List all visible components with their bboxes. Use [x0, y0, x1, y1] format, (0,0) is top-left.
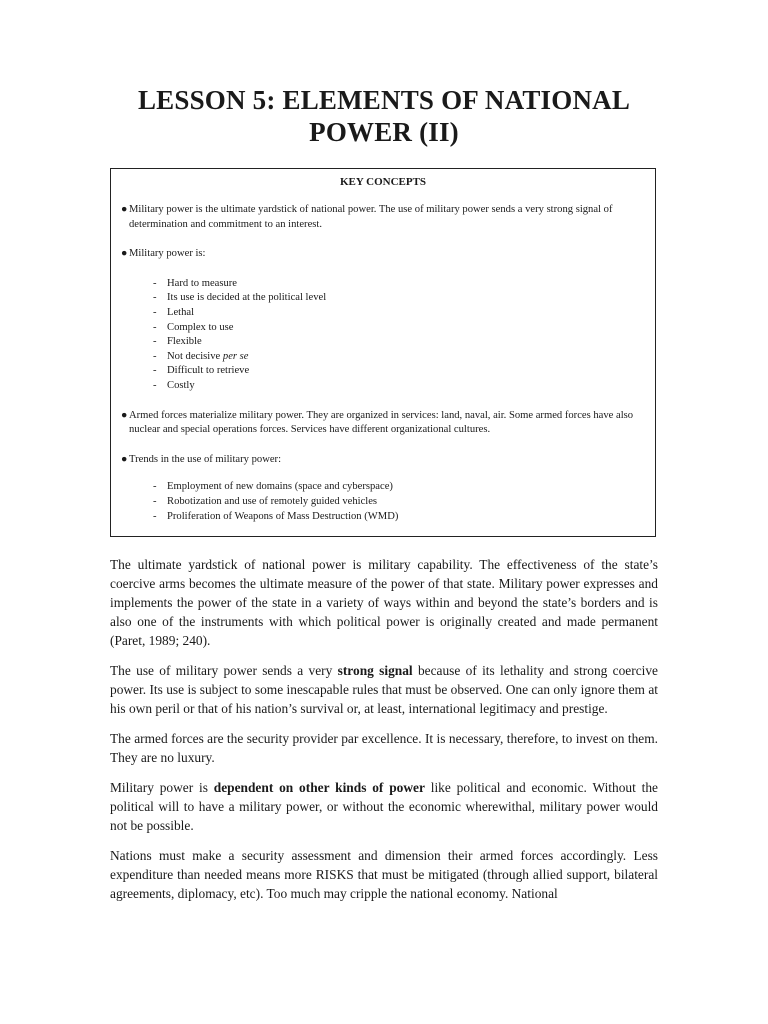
- military-power-trends-list: [121, 480, 645, 524]
- list-item: [153, 291, 645, 306]
- list-item-text: Robotization and use of remotely guided vehicles: [167, 495, 378, 507]
- list-item: [153, 306, 645, 321]
- concept-bullet-1: [121, 203, 645, 232]
- dash-marker: -: [153, 292, 157, 304]
- dash-marker: -: [153, 379, 157, 391]
- concept-bullet-2-text: Military power is:: [129, 248, 206, 260]
- bullet-dot: ●: [121, 248, 128, 260]
- list-item: [153, 277, 645, 292]
- list-item-text: Proliferation of Weapons of Mass Destruction (WMD): [167, 510, 399, 522]
- list-item: [153, 350, 645, 365]
- list-item: [153, 495, 645, 510]
- list-item: [153, 335, 645, 350]
- key-concepts-box: [110, 168, 656, 537]
- body-paragraph-4: [110, 778, 658, 835]
- key-concepts-heading: KEY CONCEPTS: [339, 176, 427, 188]
- body-paragraph-1: The ultimate yardstick of national power is military capability. The effectiveness of the state’s coercive arms becomes the ultimate measure of the power of that state. Military power expresses and implements the power of the state in a variety of ways within and beyond the state’s borders and is also one of the instruments with which political power is originally created and made permanent (Paret, 1989; 240).: [110, 557, 658, 648]
- list-item-text: Employment of new domains (space and cyberspace): [167, 481, 393, 493]
- list-item-text: Flexible: [167, 336, 202, 348]
- lesson-body: [110, 555, 658, 914]
- dash-marker: -: [153, 350, 157, 362]
- concept-bullet-4-text: Trends in the use of military power:: [129, 453, 282, 465]
- dash-marker: -: [153, 495, 157, 507]
- lesson-title-line-2: POWER (II): [309, 117, 459, 147]
- bullet-dot: ●: [121, 204, 128, 215]
- list-item: [153, 480, 645, 495]
- dash-marker: -: [153, 481, 157, 493]
- dash-marker: -: [153, 365, 157, 377]
- bullet-dot: ●: [121, 409, 128, 421]
- bullet-dot: ●: [121, 453, 128, 465]
- list-item-text: Hard to measure: [167, 277, 238, 289]
- concept-bullet-4: [121, 453, 645, 468]
- list-item-text: Lethal: [167, 306, 195, 318]
- dash-marker: -: [153, 306, 157, 318]
- list-item-text: Its use is decided at the political level: [167, 292, 327, 304]
- dash-marker: -: [153, 510, 157, 522]
- dash-marker: -: [153, 277, 157, 289]
- bold-phrase: strong signal: [337, 663, 413, 678]
- paragraph-text: The use of military power sends a very: [110, 663, 338, 678]
- list-item: [153, 510, 645, 525]
- lesson-title-line-1: LESSON 5: ELEMENTS OF NATIONAL: [137, 85, 631, 115]
- bold-phrase: dependent on other kinds of power: [213, 780, 425, 795]
- list-item-text: Complex to use: [167, 321, 234, 333]
- dash-marker: -: [153, 336, 157, 348]
- paragraph-text: like political and economic. Without the political will to have a military power, or without the economic wherewithal, military power would not be possible.: [110, 780, 658, 833]
- list-item-text: Not decisive: [167, 350, 223, 362]
- per-se-italic: per se: [222, 350, 249, 362]
- list-item: [153, 321, 645, 336]
- concept-bullet-3: [121, 409, 645, 438]
- list-item: [153, 364, 645, 379]
- military-power-traits-list: [121, 277, 645, 394]
- list-item-text: Difficult to retrieve: [167, 365, 250, 377]
- body-paragraph-5: Nations must make a security assessment and dimension their armed forces accordingly. Less expenditure than needed means more RISKS that must be mitigated (through allied support, bilateral agreements, diplomacy, etc). Too much may cripple the national economy. National: [110, 848, 658, 901]
- body-paragraph-2: [110, 661, 658, 718]
- concept-bullet-2: [121, 247, 645, 262]
- concept-bullet-1-text: Military power is the ultimate yardstick of national power. The use of military power sends a very strong signal of determination and commitment to an interest.: [129, 204, 613, 230]
- body-paragraph-3: The armed forces are the security provider par excellence. It is necessary, therefore, to invest on them. They are no luxury.: [110, 731, 658, 765]
- list-item-text: Costly: [167, 379, 195, 391]
- dash-marker: -: [153, 321, 157, 333]
- list-item: [153, 379, 645, 394]
- concept-bullet-3-text: Armed forces materialize military power. They are organized in services: land, naval, air. Some armed forces have also nuclear and special operations forces. Services have different organizational cultures.: [129, 409, 634, 436]
- paragraph-text: because of its lethality and strong coercive power. Its use is subject to some inescapable rules that must be observed. One can only ignore them at his own peril or that of his nation’s survival or, at least, international legitimacy and prestige.: [110, 663, 658, 716]
- lesson-title: [110, 84, 658, 148]
- paragraph-text: Military power is: [110, 780, 214, 795]
